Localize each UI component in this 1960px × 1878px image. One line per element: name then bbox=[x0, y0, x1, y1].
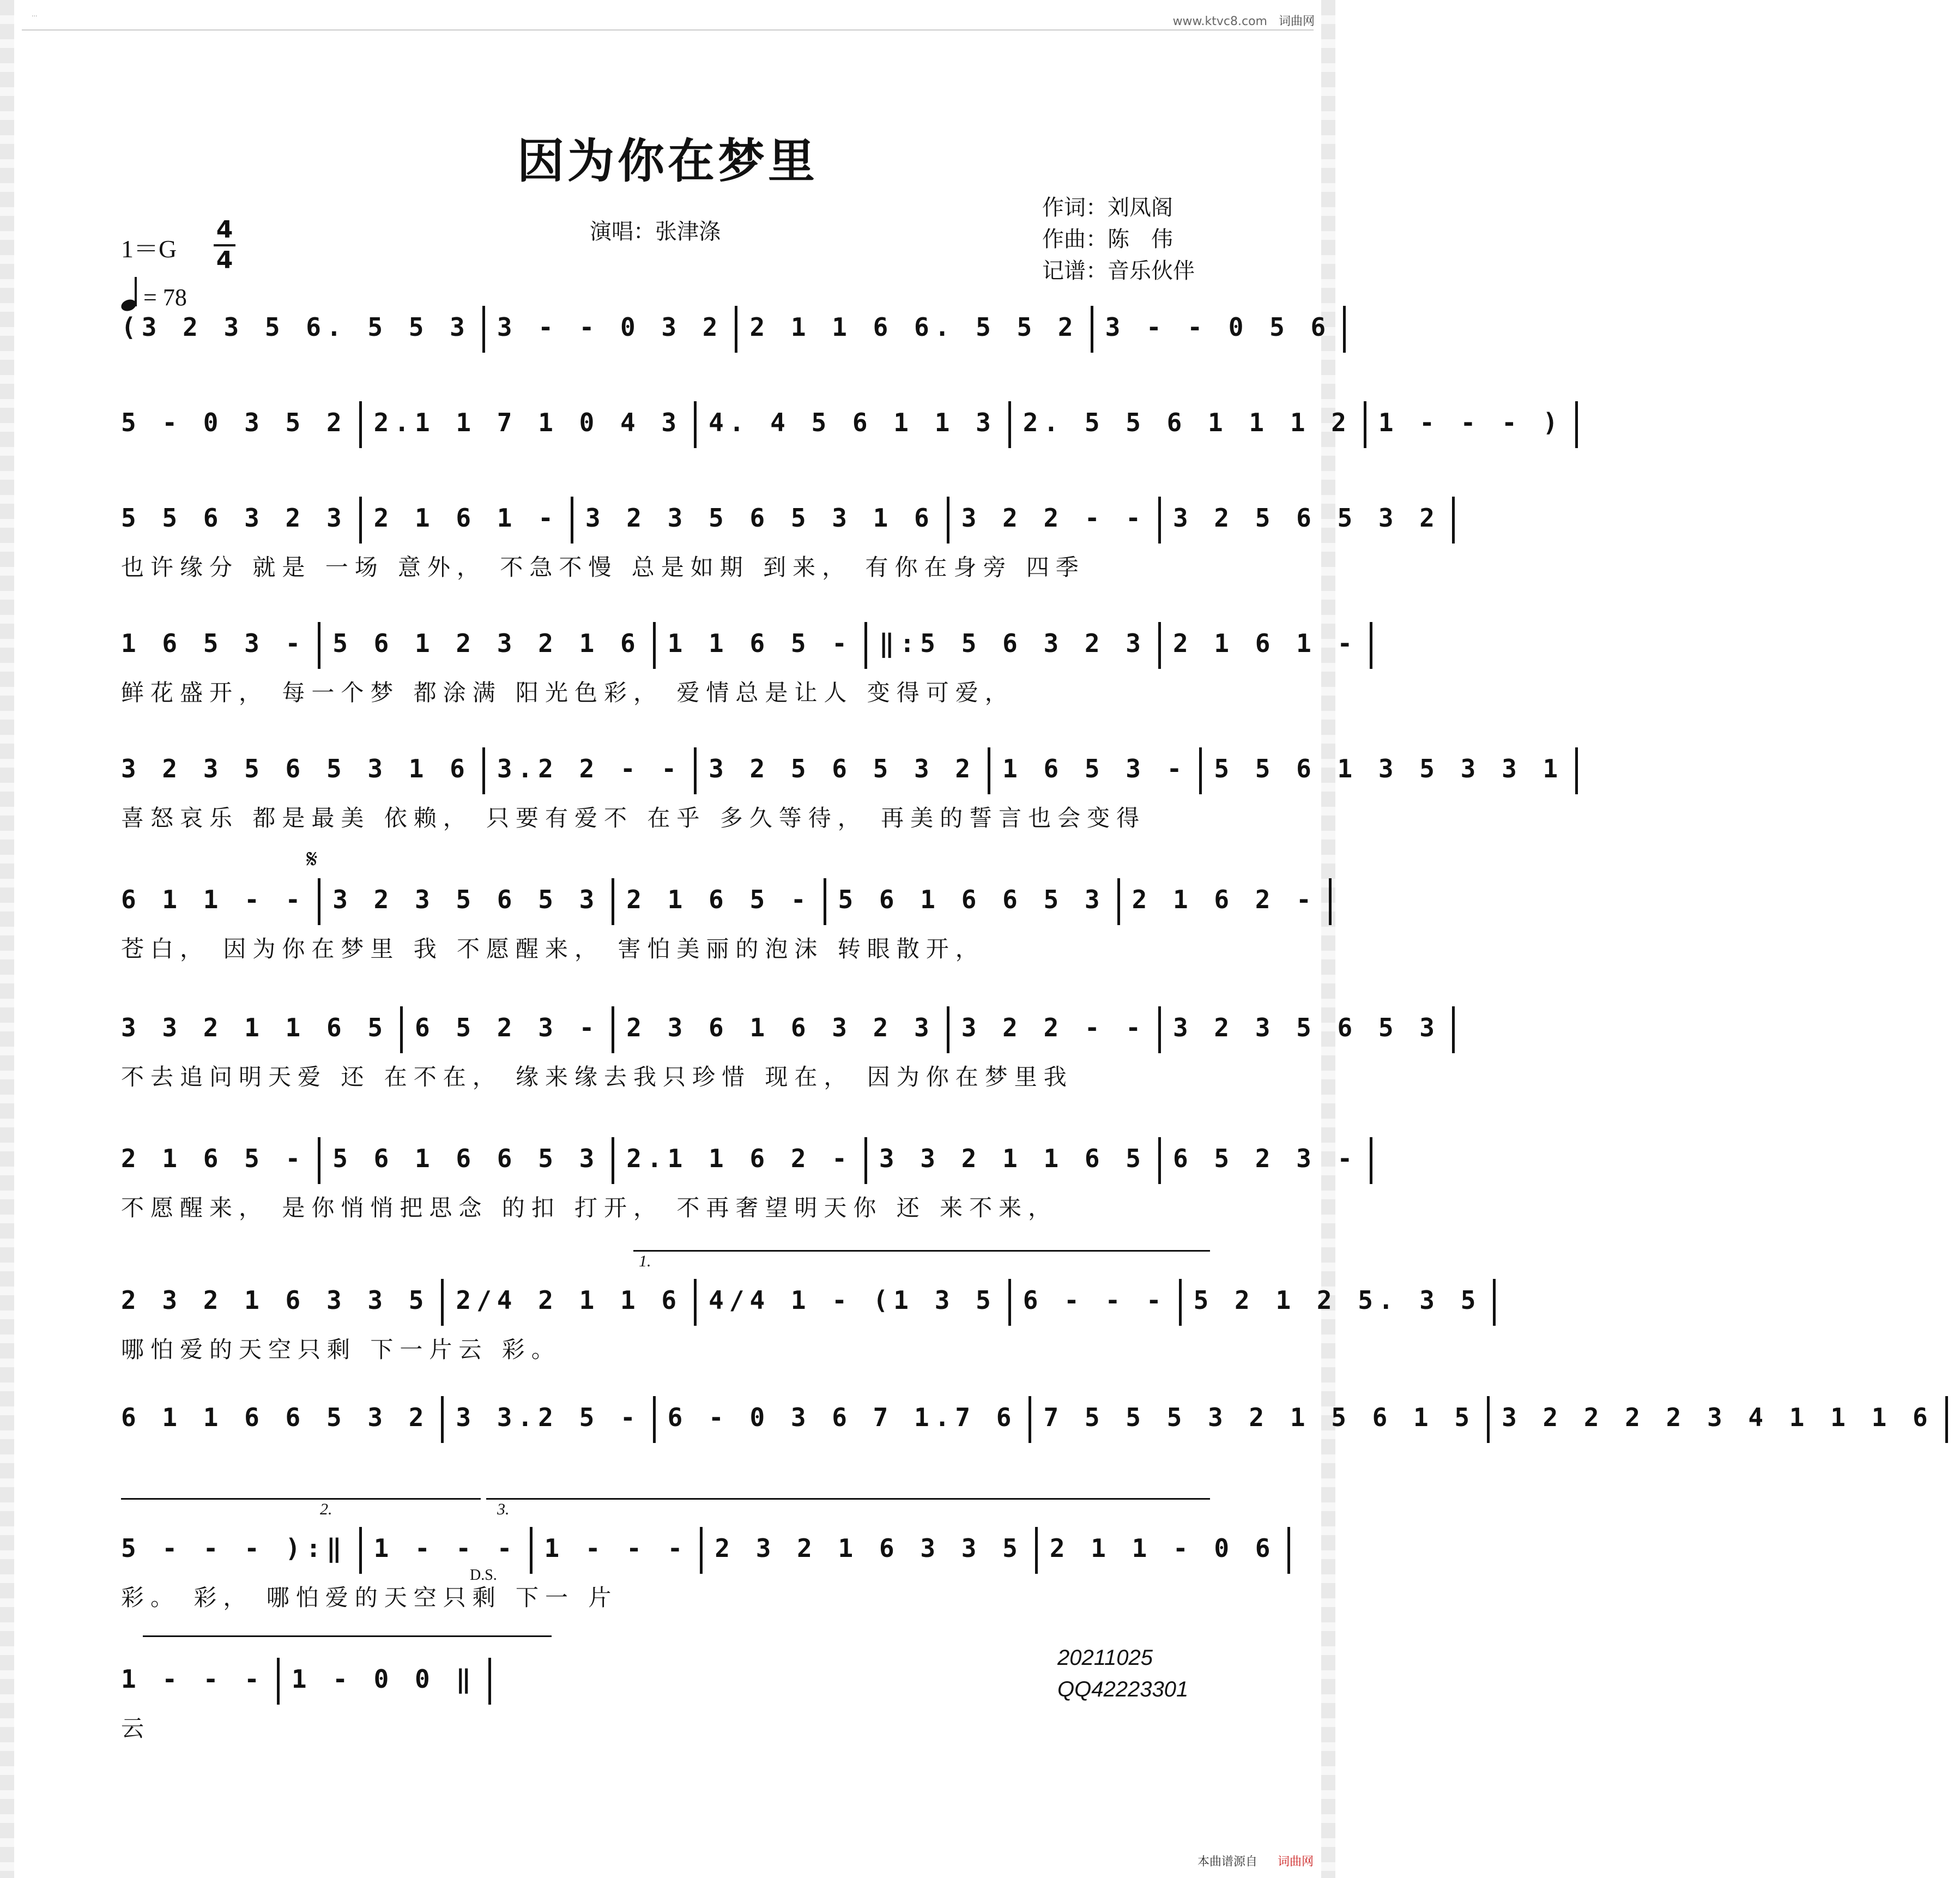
measure: 3 2 3 5 6 5 3 1 6 bbox=[121, 754, 470, 783]
measure: 3 2 2 - - bbox=[961, 503, 1146, 533]
barline bbox=[1575, 747, 1578, 794]
lyrics-row: 喜怒哀乐 都是最美 依赖， 只要有爱不 在乎 多久等待， 再美的誓言也会变得 bbox=[121, 805, 1146, 831]
barline bbox=[400, 1006, 403, 1053]
transcriber-credit: 记谱：音乐伙伴 bbox=[1042, 258, 1195, 283]
top-rule bbox=[22, 29, 1314, 31]
measure: 5 5 6 1 3 5 3 3 1 bbox=[1214, 754, 1564, 783]
score-system bbox=[121, 1396, 1933, 1537]
barline bbox=[1487, 1396, 1490, 1443]
barline bbox=[1945, 1396, 1948, 1443]
barline bbox=[482, 306, 485, 353]
barline bbox=[1158, 1137, 1161, 1184]
measure: 3 3 2 1 1 6 5 bbox=[879, 1144, 1146, 1173]
barline bbox=[482, 747, 485, 794]
measure: 3 3.2 5 - bbox=[456, 1403, 641, 1432]
measure: 2 3 2 1 6 3 3 5 bbox=[121, 1285, 429, 1315]
notes-row bbox=[121, 1526, 1276, 1570]
barline bbox=[1179, 1279, 1182, 1326]
composer-credit: 作曲：陈 伟 bbox=[1042, 227, 1173, 252]
lyrics-row: 彩。 彩， 哪怕爱的天空只剩 下一 片 bbox=[121, 1584, 618, 1611]
score-system bbox=[121, 1137, 1358, 1278]
left-border-strip bbox=[0, 0, 14, 1878]
barline bbox=[441, 1396, 444, 1443]
notes-row bbox=[121, 1278, 1481, 1322]
measure: 5 2 1 2 5. 3 5 bbox=[1193, 1285, 1481, 1315]
measure: 2.1 1 6 2 - bbox=[626, 1144, 852, 1173]
site-brand[interactable]: 词曲网 bbox=[1278, 15, 1315, 28]
measure: 3 2 2 2 2 3 4 1 1 1 6 bbox=[1502, 1403, 1933, 1432]
measure: 5 6 1 6 6 5 3 bbox=[838, 885, 1105, 914]
lyrics-row: 也许缘分 就是 一场 意外， 不急不慢 总是如期 到来， 有你在身旁 四季 bbox=[121, 554, 1085, 581]
barline bbox=[612, 878, 614, 925]
second-ending-label: 2. bbox=[320, 1500, 332, 1518]
footer-brand[interactable]: 词曲网 bbox=[1277, 1855, 1314, 1869]
measure: 1 - - - bbox=[544, 1533, 688, 1563]
footer-source-text: 本曲谱源自 bbox=[1197, 1855, 1257, 1869]
tempo-value: = 78 bbox=[143, 284, 187, 311]
barline bbox=[1364, 401, 1366, 448]
measure: 5 - - - ):‖ bbox=[121, 1533, 347, 1563]
first-ending-bracket bbox=[633, 1250, 1210, 1252]
barline bbox=[1370, 622, 1372, 669]
measure: ‖:5 5 6 3 2 3 bbox=[879, 629, 1146, 658]
barline bbox=[318, 1137, 320, 1184]
barline bbox=[1370, 1137, 1372, 1184]
barline bbox=[864, 622, 867, 669]
measure: 2 1 6 5 - bbox=[121, 1144, 306, 1173]
barline bbox=[1452, 497, 1455, 544]
score-system bbox=[121, 496, 1440, 638]
barline bbox=[864, 1137, 867, 1184]
barline bbox=[318, 878, 320, 925]
site-url-text[interactable]: www.ktvc8.com bbox=[1172, 15, 1267, 28]
notes-row bbox=[121, 878, 1317, 921]
score-system bbox=[121, 1657, 1210, 1799]
third-ending-bracket bbox=[486, 1498, 1210, 1500]
first-ending-label: 1. bbox=[639, 1252, 651, 1270]
date-note bbox=[1057, 1642, 1188, 1705]
barline bbox=[1452, 1006, 1455, 1053]
measure: 3.2 2 - - bbox=[497, 754, 682, 783]
barline bbox=[988, 747, 990, 794]
measure: 1 - - - bbox=[373, 1533, 518, 1563]
measure: 5 6 1 2 3 2 1 6 bbox=[332, 629, 641, 658]
measure: (3 2 3 5 6. 5 5 3 bbox=[121, 312, 470, 342]
measure: 1 6 5 3 - bbox=[121, 629, 306, 658]
notes-row bbox=[121, 747, 1564, 790]
credits-block bbox=[1042, 192, 1195, 287]
notes-row bbox=[121, 621, 1358, 665]
measure: 1 - - - ) bbox=[1378, 408, 1564, 437]
measure: 2 3 6 1 6 3 2 3 bbox=[626, 1013, 935, 1042]
lyrics-row: 云 bbox=[121, 1715, 151, 1742]
lyrics-row bbox=[121, 359, 1210, 391]
qq-text: QQ42223301 bbox=[1057, 1677, 1189, 1701]
measure: 5 6 1 6 6 5 3 bbox=[332, 1144, 600, 1173]
barline bbox=[1008, 401, 1011, 448]
barline bbox=[824, 878, 826, 925]
barline bbox=[1158, 497, 1161, 544]
measure: 2.1 1 7 1 0 4 3 bbox=[373, 408, 682, 437]
barline bbox=[1035, 1527, 1038, 1574]
barline bbox=[359, 401, 362, 448]
lyrics-row bbox=[121, 1449, 1210, 1482]
lyricist-credit: 作词：刘凤阁 bbox=[1042, 195, 1173, 220]
lyrics-row: 不愿醒来， 是你悄悄把思念 的扣 打开， 不再奢望明天你 还 来不来， bbox=[121, 1194, 1058, 1221]
barline bbox=[1343, 306, 1346, 353]
barline bbox=[488, 1658, 491, 1705]
meter-top: 4 bbox=[216, 216, 233, 244]
notes-row bbox=[121, 305, 1332, 349]
measure: 2 1 1 6 6. 5 5 2 bbox=[749, 312, 1079, 342]
score-system bbox=[121, 621, 1358, 763]
measure: 1 - 0 0 ‖ bbox=[291, 1664, 477, 1694]
barline bbox=[694, 401, 697, 448]
barline bbox=[1493, 1279, 1496, 1326]
measure: 2 3 2 1 6 3 3 5 bbox=[715, 1533, 1023, 1563]
measure: 6 1 1 6 6 5 3 2 bbox=[121, 1403, 429, 1432]
notes-row bbox=[121, 1396, 1933, 1439]
measure: 6 - 0 3 6 7 1.7 6 bbox=[667, 1403, 1017, 1432]
measure: 3 2 3 5 6 5 3 bbox=[1172, 1013, 1440, 1042]
measure: 5 - 0 3 5 2 bbox=[121, 408, 347, 437]
measure: 3 3 2 1 1 6 5 bbox=[121, 1013, 389, 1042]
measure: 2 1 6 1 - bbox=[373, 503, 559, 533]
barline bbox=[1158, 1006, 1161, 1053]
notes-row bbox=[121, 1657, 1210, 1701]
barline bbox=[1008, 1279, 1011, 1326]
barline bbox=[318, 622, 320, 669]
page-title: 因为你在梦里 bbox=[517, 134, 818, 189]
barline bbox=[653, 622, 656, 669]
date-text: 20211025 bbox=[1057, 1646, 1153, 1670]
barline bbox=[612, 1006, 614, 1053]
barline bbox=[694, 1279, 697, 1326]
measure: 2. 5 5 6 1 1 1 2 bbox=[1023, 408, 1352, 437]
measure: 6 - - - bbox=[1023, 1285, 1167, 1315]
lyrics-row: 苍白， 因为你在梦里 我 不愿醒来， 害怕美丽的泡沫 转眼散开， bbox=[121, 935, 985, 962]
segno-icon: 𝄋 bbox=[306, 844, 318, 874]
barline bbox=[735, 306, 737, 353]
score-system bbox=[121, 844, 1317, 1019]
measure: 3 2 5 6 5 3 2 bbox=[709, 754, 976, 783]
measure: 2 1 6 1 - bbox=[1172, 629, 1358, 658]
time-signature bbox=[211, 217, 238, 274]
measure: 3 - - 0 3 2 bbox=[497, 312, 723, 342]
score-system bbox=[121, 1500, 1276, 1668]
singer-credit: 演唱：张津涤 bbox=[590, 219, 721, 244]
right-border-strip bbox=[1321, 0, 1335, 1878]
measure: 7 5 5 5 3 2 1 5 6 1 5 bbox=[1043, 1403, 1475, 1432]
notes-row bbox=[121, 401, 1564, 444]
third-ending-label: 3. bbox=[497, 1500, 510, 1518]
score-system bbox=[121, 1006, 1440, 1148]
barline bbox=[1091, 306, 1093, 353]
barline bbox=[1029, 1396, 1031, 1443]
barline bbox=[1199, 747, 1202, 794]
measure: 6 1 1 - - bbox=[121, 885, 306, 914]
barline bbox=[947, 497, 949, 544]
measure: 2/4 2 1 1 6 bbox=[456, 1285, 682, 1315]
barline bbox=[694, 747, 697, 794]
meter-bottom: 4 bbox=[216, 246, 233, 274]
footer-source bbox=[1197, 1852, 1314, 1869]
measure: 1 6 5 3 - bbox=[1002, 754, 1188, 783]
ending-bracket bbox=[121, 1498, 481, 1500]
final-slur-bracket bbox=[143, 1635, 552, 1637]
barline bbox=[359, 1527, 362, 1574]
barline bbox=[530, 1527, 533, 1574]
dal-segno-mark: D.S. bbox=[470, 1567, 497, 1584]
score-system bbox=[121, 747, 1564, 889]
measure: 2 1 6 5 - bbox=[626, 885, 812, 914]
measure: 1 1 6 5 - bbox=[667, 629, 852, 658]
lyrics-row: 哪怕爱的天空只剩 下一片云 彩。 bbox=[121, 1336, 561, 1363]
barline bbox=[653, 1396, 656, 1443]
barline bbox=[612, 1137, 614, 1184]
barline bbox=[1158, 622, 1161, 669]
barline bbox=[571, 497, 573, 544]
barline bbox=[947, 1006, 949, 1053]
measure: 3 - - 0 5 6 bbox=[1105, 312, 1332, 342]
barline bbox=[441, 1279, 444, 1326]
measure: 4. 4 5 6 1 1 3 bbox=[709, 408, 996, 437]
corner-mark: ... bbox=[32, 11, 38, 18]
notes-row bbox=[121, 496, 1440, 540]
measure: 3 2 3 5 6 5 3 bbox=[332, 885, 600, 914]
lyrics-row bbox=[121, 454, 1210, 487]
measure: 6 5 2 3 - bbox=[415, 1013, 600, 1042]
measure: 6 5 2 3 - bbox=[1172, 1144, 1358, 1173]
barline bbox=[359, 497, 362, 544]
lyrics-row: 不去追问明天爱 还 在不在， 缘来缘去我只珍惜 现在， 因为你在梦里我 bbox=[121, 1064, 1073, 1090]
site-url[interactable] bbox=[1173, 12, 1315, 29]
notes-row bbox=[121, 1006, 1440, 1049]
measure: 2 1 6 2 - bbox=[1132, 885, 1317, 914]
barline bbox=[1117, 878, 1120, 925]
barline bbox=[1287, 1527, 1290, 1574]
barline bbox=[700, 1527, 703, 1574]
measure: 5 5 6 3 2 3 bbox=[121, 503, 347, 533]
key-signature: 1＝G bbox=[121, 235, 177, 263]
measure: 3 2 3 5 6 5 3 1 6 bbox=[585, 503, 935, 533]
measure: 1 - - - bbox=[121, 1664, 265, 1694]
barline bbox=[1575, 401, 1578, 448]
barline bbox=[1329, 878, 1332, 925]
measure: 3 2 5 6 5 3 2 bbox=[1172, 503, 1440, 533]
notes-row bbox=[121, 1137, 1358, 1180]
barline bbox=[277, 1658, 280, 1705]
measure: 3 2 2 - - bbox=[961, 1013, 1146, 1042]
lyrics-row: 鲜花盛开， 每一个梦 都涂满 阳光色彩， 爱情总是让人 变得可爱， bbox=[121, 679, 1014, 706]
measure: 2 1 1 - 0 6 bbox=[1049, 1533, 1276, 1563]
measure: 4/4 1 - (1 3 5 bbox=[709, 1285, 996, 1315]
